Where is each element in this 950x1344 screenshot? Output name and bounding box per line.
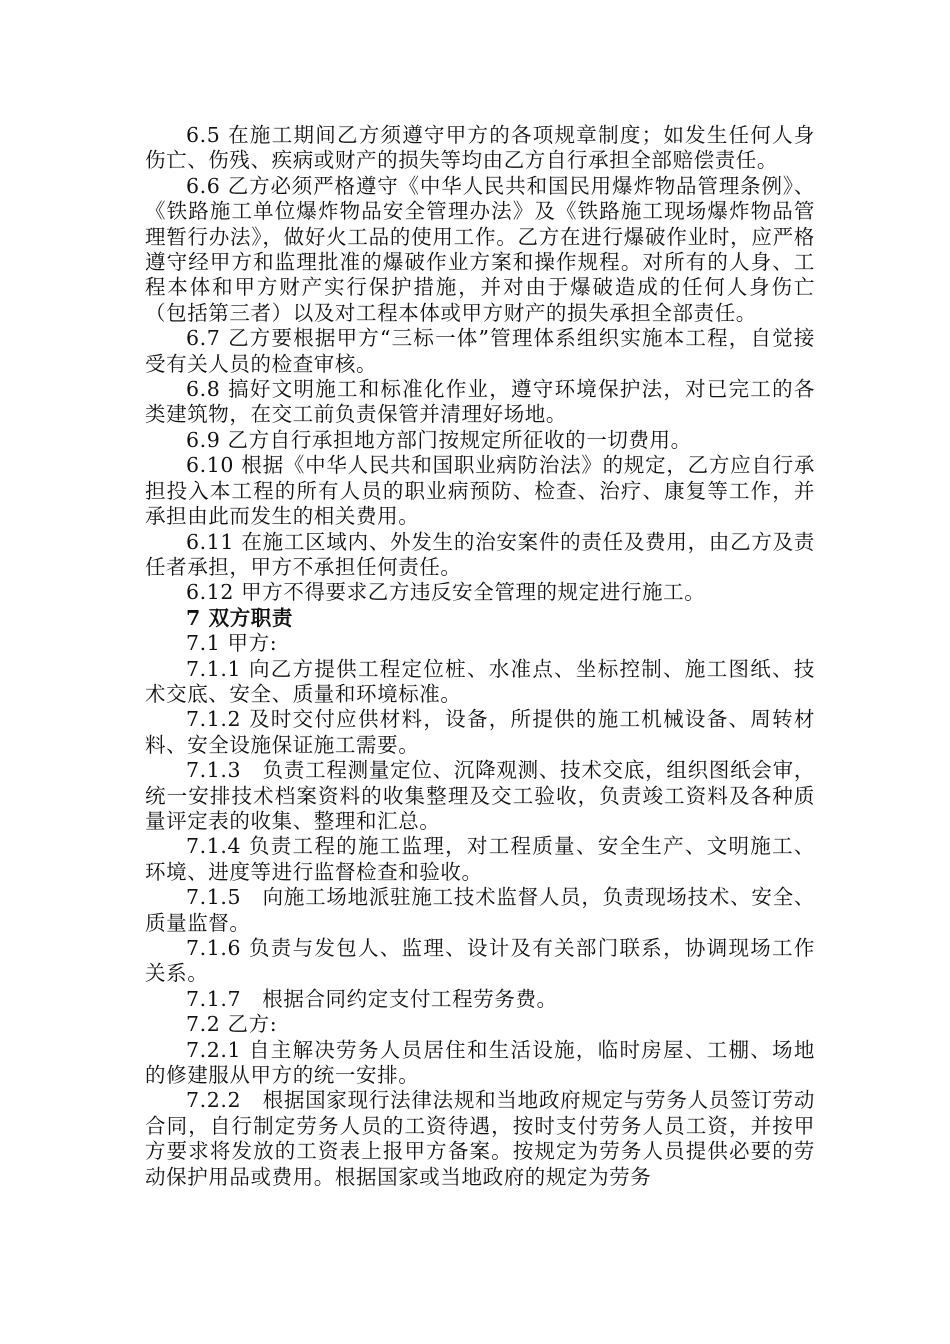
clause-7-1: 7.1 甲方: <box>186 631 278 656</box>
section-heading: 7 双方职责 <box>186 605 294 630</box>
clause-7-1-4: 7.1.4 负责工程的施工监理，对工程质量、安全生产、文明施工、环境、进度等进行监督检查和验收。 <box>145 834 815 884</box>
clause-7-1-2: 7.1.2 及时交付应供材料，设备，所提供的施工机械设备、周转材料、安全设施保证施工需要。 <box>145 707 815 757</box>
clause-6-11: 6.11 在施工区域内、外发生的治安案件的责任及费用，由乙方及责任者承担，甲方不承担任何责任。 <box>145 529 815 579</box>
clause-7-1-1: 7.1.1 向乙方提供工程定位桩、水准点、坐标控制、施工图纸、技术交底、安全、质量和环境标准。 <box>145 656 815 706</box>
clause-6-8: 6.8 搞好文明施工和标准化作业，遵守环境保护法，对已完工的各类建筑物，在交工前负责保管并清理好场地。 <box>145 377 815 427</box>
clause-6-12: 6.12 甲方不得要求乙方违反安全管理的规定进行施工。 <box>186 580 706 605</box>
clause-6-10: 6.10 根据《中华人民共和国职业病防治法》的规定，乙方应自行承担投入本工程的所有人员的职业病预防、检查、治疗、康复等工作，并承担由此而发生的相关费用。 <box>145 453 815 529</box>
clause-7-2: 7.2 乙方: <box>186 1012 278 1037</box>
clause-6-7: 6.7 乙方要根据甲方“三标一体”管理体系组织实施本工程，自觉接受有关人员的检查审核。 <box>145 326 815 376</box>
clause-7-1-3: 7.1.3 负责工程测量定位、沉降观测、技术交底，组织图纸会审，统一安排技术档案资料的收集整理及交工验收，负责竣工资料及各种质量评定表的收集、整理和汇总。 <box>145 758 815 833</box>
clause-7-1-6: 7.1.6 负责与发包人、监理、设计及有关部门联系，协调现场工作关系。 <box>145 936 815 986</box>
document-body <box>145 123 815 1190</box>
clause-6-5: 6.5 在施工期间乙方须遵守甲方的各项规章制度；如发生任何人身伤亡、伤残、疾病或财产的损失等均由乙方自行承担全部赔偿责任。 <box>145 123 815 173</box>
clause-7-1-7: 7.1.7 根据合同约定支付工程劳务费。 <box>186 986 558 1011</box>
clause-7-1-5: 7.1.5 向施工场地派驻施工技术监督人员，负责现场技术、安全、质量监督。 <box>145 885 815 935</box>
clause-7-2-1: 7.2.1 自主解决劳务人员居住和生活设施，临时房屋、工棚、场地的修建服从甲方的统一安排。 <box>145 1037 815 1088</box>
clause-6-9: 6.9 乙方自行承担地方部门按规定所征收的一切费用。 <box>186 427 692 452</box>
clause-7-2-2: 7.2.2 根据国家现行法律法规和当地政府规定与劳务人员签订劳动合同，自行制定劳务人员的工资待遇，按时支付劳务人员工资，并按甲方要求将发放的工资表上报甲方备案。按规定为劳务人员提供必要的劳动保护用品或费用。根据国家或当地政府的规定为劳务 <box>145 1088 815 1189</box>
clause-6-6: 6.6 乙方必须严格遵守《中华人民共和国民用爆炸物品管理条例》、《铁路施工单位爆炸物品安全管理办法》及《铁路施工现场爆炸物品管理暂行办法》，做好火工品的使用工作。乙方在进行爆破作业时，应严格遵守经甲方和监理批准的爆破作业方案和操作规程。对所有的人身、工程本体和甲方财产实行保护措施，并对由于爆破造成的任何人身伤亡（包括第三者）以及对工程本体或甲方财产的损失承担全部责任。 <box>145 173 815 325</box>
